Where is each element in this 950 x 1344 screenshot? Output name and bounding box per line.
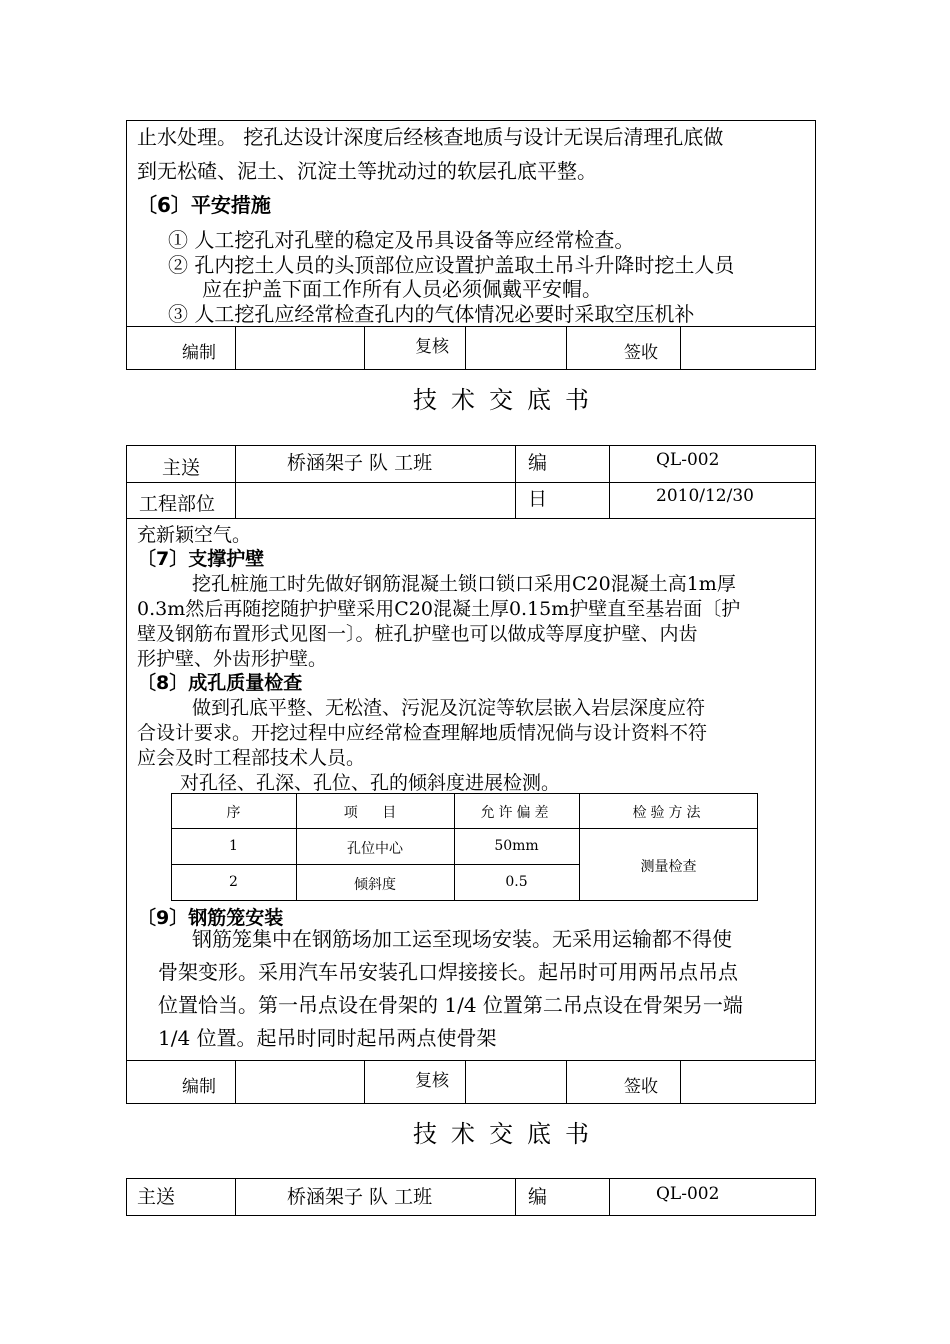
number-value: QL-002 — [656, 1184, 720, 1204]
section-heading-8: 〔8〕成孔质量检查 — [137, 672, 303, 694]
cell-divider — [465, 326, 466, 370]
cell-divider — [680, 326, 681, 370]
cell-divider — [235, 326, 236, 370]
list-item: ① 人工挖孔对孔壁的稳定及吊具设备等应经常检查。 — [168, 228, 635, 252]
table-header: 序 — [226, 805, 241, 821]
review-label: 复核 — [415, 337, 449, 357]
table-cell: 孔位中心 — [347, 841, 403, 857]
table-cell: 2 — [229, 874, 238, 890]
table-cell: 50mm — [494, 838, 539, 854]
cell-divider — [364, 326, 365, 370]
text-line: 0.3m然后再随挖随护护壁采用C20混凝土厚0.15m护壁直至基岩面〔护 — [137, 598, 741, 620]
cell-divider — [515, 1178, 516, 1216]
cell-divider — [680, 1060, 681, 1104]
list-item: 应在护盖下面工作所有人员必须佩戴平安帽。 — [202, 277, 602, 301]
number-label: 编 — [528, 452, 548, 474]
project-part-label: 工程部位 — [139, 493, 216, 515]
cell-divider — [609, 1178, 610, 1216]
sign-row-divider-middle — [126, 1060, 816, 1061]
review-label: 复核 — [415, 1071, 449, 1091]
section-heading-9: 〔9〕钢筋笼安装 — [137, 907, 284, 929]
cell-divider — [235, 445, 236, 518]
number-label: 编 — [528, 1186, 548, 1208]
sign-label: 签收 — [624, 1077, 658, 1097]
cell-divider — [364, 1060, 365, 1104]
list-item: ② 孔内挖土人员的头顶部位应设置护盖取土吊斗升降时挖土人员 — [168, 253, 735, 277]
table-header: 项 目 — [343, 805, 407, 821]
row-divider — [126, 518, 816, 519]
cell-divider — [465, 1060, 466, 1104]
page-title: 技术交底书 — [413, 386, 603, 414]
table-cell: 1 — [229, 838, 238, 854]
table-cell: 倾斜度 — [354, 877, 396, 893]
text-line: 充新颖空气。 — [137, 524, 252, 546]
sign-label: 签收 — [624, 343, 658, 363]
table-header: 检验方法 — [632, 805, 705, 821]
number-value: QL-002 — [656, 450, 720, 470]
cell-divider — [515, 445, 516, 518]
row-divider — [171, 864, 579, 865]
compile-label: 编制 — [182, 1077, 216, 1097]
text-line: 1/4 位置。起吊时同时起吊两点使骨架 — [158, 1026, 497, 1050]
table-cell: 0.5 — [505, 874, 528, 890]
table-header: 允许偏差 — [480, 805, 553, 821]
row-divider — [171, 828, 758, 829]
compile-label: 编制 — [182, 343, 216, 363]
text-line: 壁及钢筋布置形式见图一〕。桩孔护壁也可以做成等厚度护壁、内齿 — [137, 623, 698, 645]
table-cell-method: 测量检查 — [640, 859, 697, 875]
send-label: 主送 — [137, 1186, 176, 1208]
cell-divider — [235, 1060, 236, 1104]
text-line: 到无松碴、泥土、沉淀土等扰动过的软层孔底平整。 — [137, 159, 597, 183]
text-line: 位置恰当。第一吊点设在骨架的 1/4 位置第二吊点设在骨架另一端 — [158, 993, 743, 1017]
row-divider — [126, 482, 816, 483]
page-title: 技术交底书 — [413, 1120, 603, 1148]
send-value: 桥涵架子 队 工班 — [287, 452, 433, 474]
section-heading-7: 〔7〕支撑护壁 — [137, 548, 265, 570]
text-line: 形护壁、外齿形护壁。 — [137, 648, 328, 670]
text-line: 挖孔桩施工时先做好钢筋混凝土锁口锁口采用C20混凝土高1m厚 — [192, 573, 736, 595]
cell-divider — [609, 445, 610, 518]
send-value: 桥涵架子 队 工班 — [287, 1186, 433, 1208]
text-line: 合设计要求。开挖过程中应经常检查理解地质情况倘与设计资料不符 — [137, 722, 708, 744]
section-heading-6: 〔6〕平安措施 — [137, 193, 271, 217]
date-value: 2010/12/30 — [656, 486, 754, 506]
cell-divider — [566, 326, 567, 370]
date-label: 日 — [528, 488, 548, 510]
list-item: ③ 人工挖孔应经常检查孔内的气体情况必要时采取空压机补 — [168, 302, 695, 326]
text-line: 做到孔底平整、无松渣、污泥及沉淀等软层嵌入岩层深度应符 — [192, 697, 706, 719]
text-line: 骨架变形。采用汽车吊安装孔口焊接接长。起吊时可用两吊点吊点 — [158, 960, 738, 984]
text-line: 钢筋笼集中在钢筋场加工运至现场安装。无采用运输都不得使 — [192, 927, 732, 951]
text-line: 应会及时工程部技术人员。 — [137, 747, 366, 769]
cell-divider — [235, 1178, 236, 1216]
cell-divider — [566, 1060, 567, 1104]
text-line: 止水处理。 挖孔达设计深度后经核查地质与设计无误后清理孔底做 — [137, 125, 724, 149]
text-line: 对孔径、孔深、孔位、孔的倾斜度进展检测。 — [180, 772, 561, 794]
send-label: 主送 — [162, 457, 201, 479]
